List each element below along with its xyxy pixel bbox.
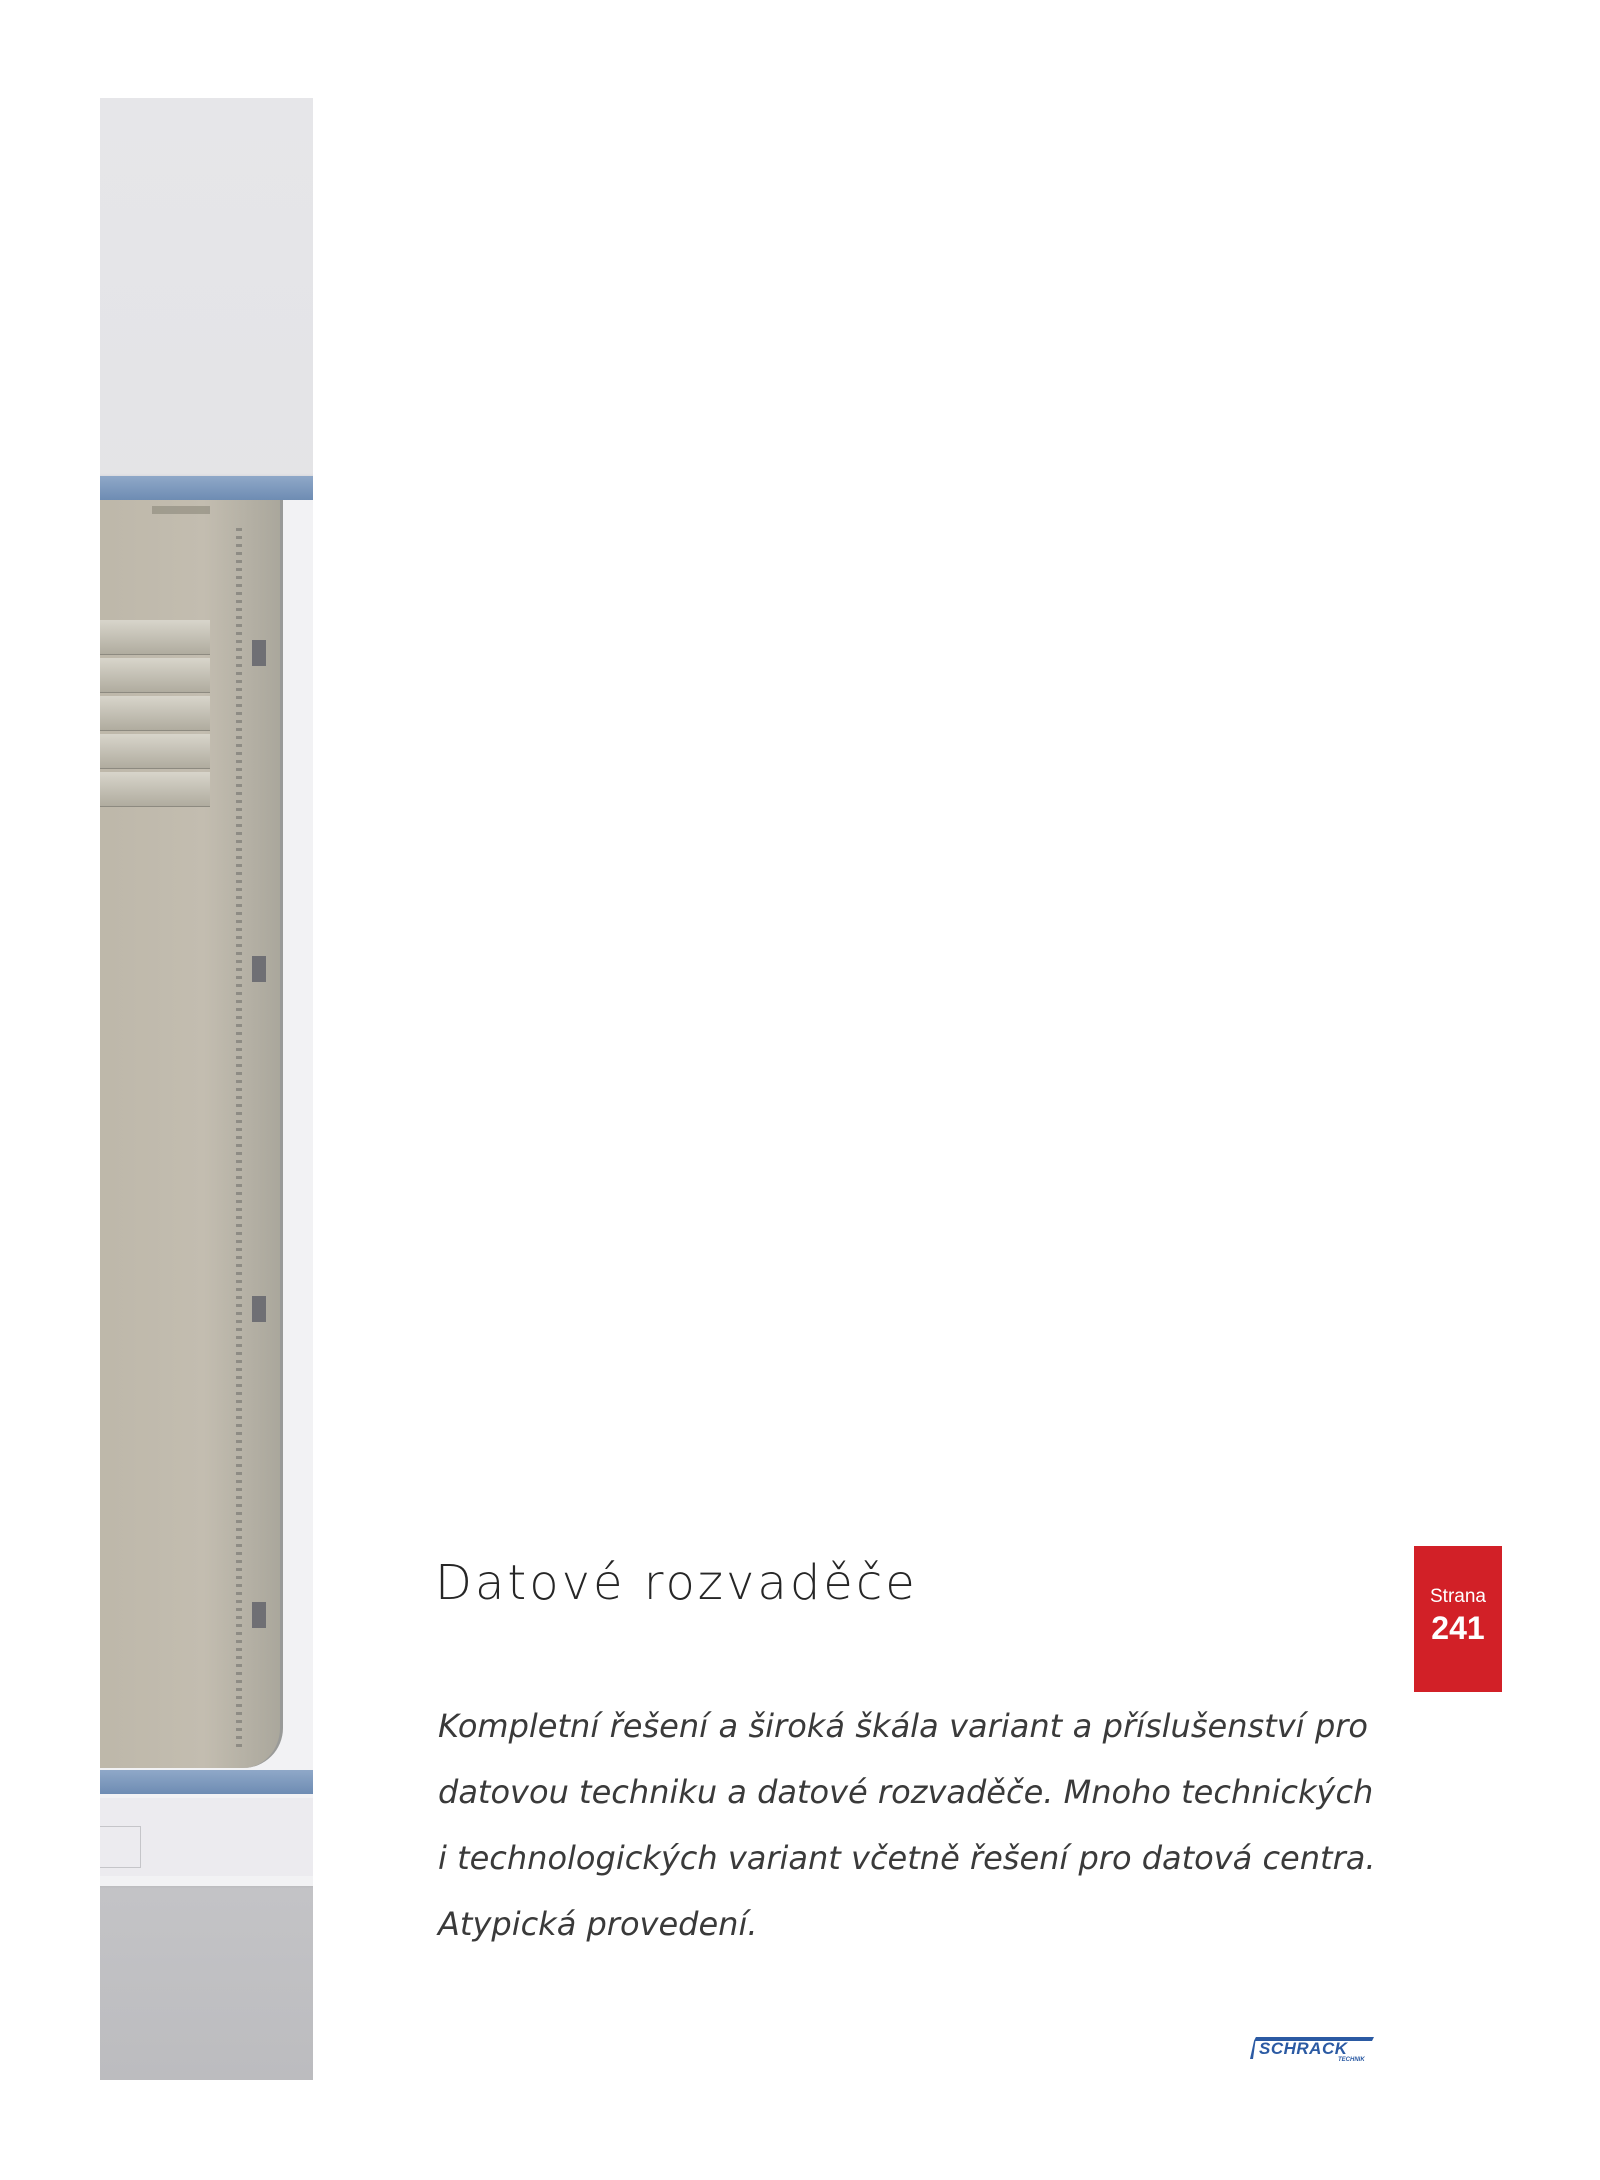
- cabinet-glass-door: [100, 500, 283, 1768]
- intro-line: i technologických variant včetně řešení pro datová centra.: [438, 1839, 1376, 1877]
- svg-text:SCHRACK: SCHRACK: [1259, 2039, 1348, 2058]
- intro-line: Atypická provedení.: [438, 1905, 758, 1943]
- cabinet-bottom-trim: [100, 1770, 313, 1794]
- rack-rail: [236, 528, 242, 1748]
- rack-unit: [100, 772, 210, 807]
- cabinet-top-trim: [100, 476, 313, 500]
- page-number: 241: [1431, 1610, 1485, 1646]
- rack-label: [152, 506, 210, 514]
- rack-unit: [100, 658, 210, 693]
- page-title: Datové rozvaděče: [435, 1555, 918, 1611]
- cabinet-photo: [100, 98, 313, 2080]
- intro-line: datovou techniku a datové rozvaděče. Mnoho technických: [438, 1773, 1374, 1811]
- page-badge-label: Strana: [1430, 1586, 1486, 1607]
- schrack-logo: [1250, 2034, 1376, 2062]
- intro-line: Kompletní řešení a široká škála variant a příslušenství pro: [438, 1707, 1368, 1745]
- page-badge: [1414, 1546, 1502, 1692]
- rack-unit: [100, 734, 210, 769]
- svg-text:TECHNIK: TECHNIK: [1338, 2057, 1365, 2062]
- rack-unit: [100, 696, 210, 731]
- rack-unit: [100, 620, 210, 655]
- door-hinge: [252, 640, 266, 666]
- cabinet-base-panel: [100, 1826, 141, 1868]
- door-hinge: [252, 1296, 266, 1322]
- door-hinge: [252, 1602, 266, 1628]
- door-hinge: [252, 956, 266, 982]
- intro-paragraph: [438, 1693, 1376, 1957]
